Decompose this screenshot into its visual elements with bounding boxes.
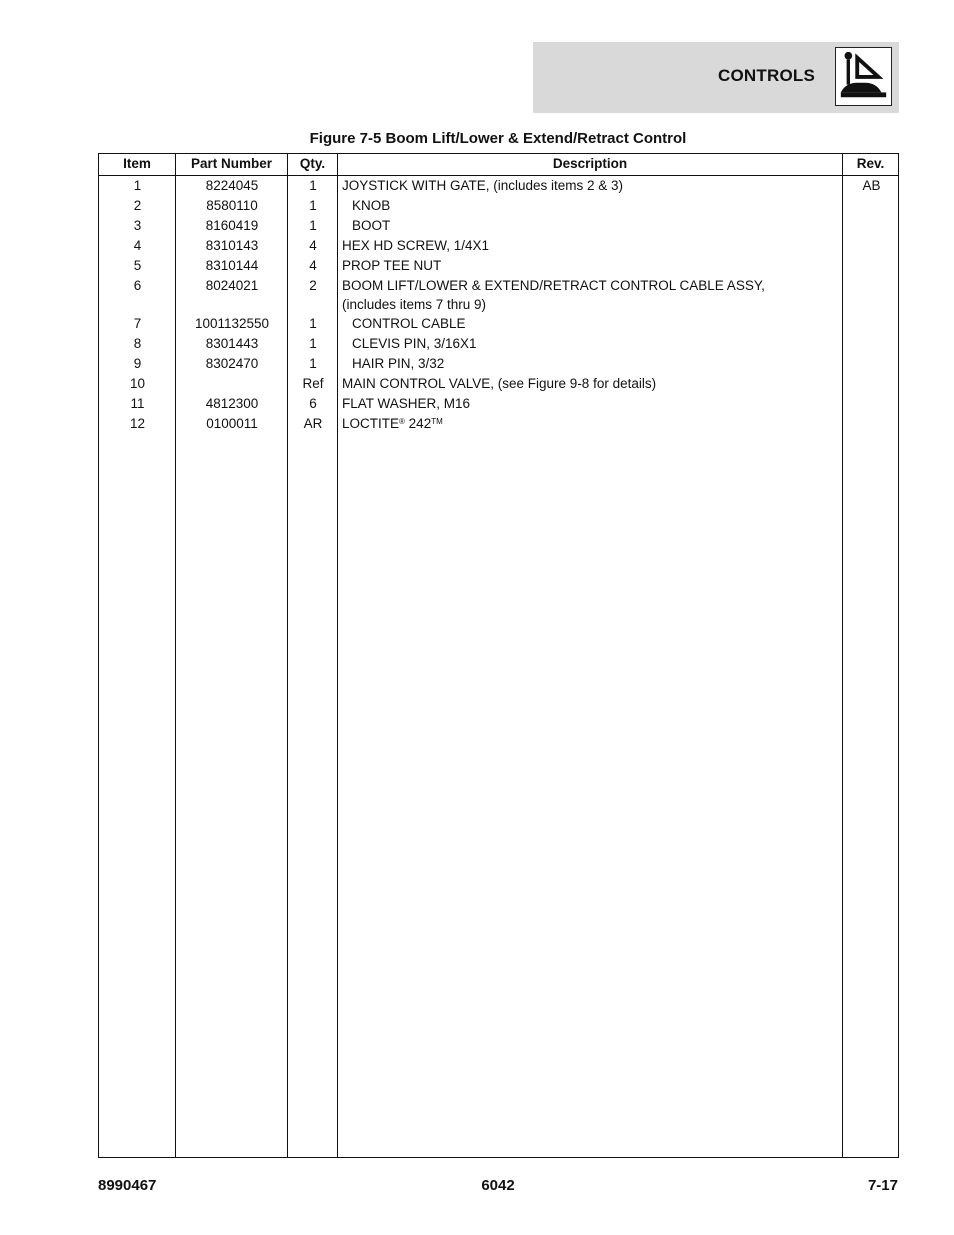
table-row: [99, 394, 898, 414]
part-number: 8224045: [205, 178, 259, 193]
item-number: 5: [133, 258, 142, 273]
description-text: KNOB: [352, 198, 391, 213]
item-number: 12: [129, 416, 146, 431]
section-title: CONTROLS: [718, 66, 815, 85]
part-number: 1001132550: [194, 316, 270, 331]
part-number: 0100011: [206, 416, 258, 431]
section-header: [533, 42, 899, 113]
item-number: 3: [133, 218, 142, 233]
joystick-control-icon: [835, 47, 892, 106]
quantity: Ref: [302, 376, 324, 391]
column-header-description: Description: [552, 156, 628, 171]
description: [338, 394, 843, 413]
description-text-continued: (includes items 7 thru 9): [342, 297, 487, 312]
description-text-part: 242: [404, 416, 432, 431]
item-number: 1: [133, 178, 142, 193]
part-number: 8580110: [206, 198, 258, 213]
table-body: [99, 176, 898, 434]
part-number: 8310144: [205, 258, 259, 273]
quantity: 1: [309, 316, 317, 331]
quantity: 4: [309, 258, 317, 273]
part-number: 8024021: [205, 278, 259, 293]
description-text: CLEVIS PIN, 3/16X1: [352, 336, 477, 351]
item-number: 9: [133, 356, 142, 371]
description-text: HAIR PIN, 3/32: [352, 356, 445, 371]
footer-doc-number: 8990467: [98, 1177, 157, 1194]
column-header-rev: Rev.: [856, 156, 885, 171]
quantity: 1: [309, 178, 317, 193]
quantity: 6: [309, 396, 317, 411]
description: [338, 216, 843, 235]
item-number: 7: [133, 316, 142, 331]
column-header-part-number: Part Number: [190, 156, 273, 171]
description: [338, 236, 843, 255]
column-header-qty: Qty.: [299, 156, 326, 171]
description-text: FLAT WASHER, M16: [342, 396, 471, 411]
table-row: [99, 196, 898, 216]
description-text: BOOT: [352, 218, 391, 233]
part-number: 8302470: [205, 356, 259, 371]
quantity: 1: [309, 336, 317, 351]
quantity: AR: [303, 416, 323, 431]
part-number: 8301443: [205, 336, 259, 351]
column-header-item: Item: [123, 156, 151, 171]
description: [338, 414, 843, 433]
registered-mark: ®: [399, 417, 405, 426]
description: [338, 374, 843, 393]
item-number: 6: [133, 278, 142, 293]
description-text: PROP TEE NUT: [342, 258, 442, 273]
description: [338, 334, 843, 353]
description: [338, 256, 843, 275]
parts-table: [98, 153, 899, 1158]
quantity: 2: [309, 278, 317, 293]
footer-page-number: 7-17: [867, 1177, 898, 1194]
table-row: [99, 216, 898, 236]
figure-title: Figure 7-5 Boom Lift/Lower & Extend/Retract Control: [309, 130, 687, 147]
quantity: 1: [309, 218, 317, 233]
description-text-part: LOCTITE: [342, 416, 400, 431]
description: [338, 314, 843, 333]
table-row: [99, 314, 898, 334]
item-number: 10: [129, 376, 146, 391]
table-row: [99, 334, 898, 354]
part-number: 4812300: [205, 396, 259, 411]
table-row: [99, 236, 898, 256]
item-number: 11: [130, 396, 145, 411]
table-row: [99, 276, 898, 314]
table-row: [99, 354, 898, 374]
part-number: 8160419: [205, 218, 259, 233]
description: [338, 276, 843, 314]
footer-model: 6042: [481, 1177, 515, 1194]
item-number: 8: [133, 336, 142, 351]
revision: AB: [862, 178, 881, 193]
table-row: [99, 374, 898, 394]
item-number: 2: [133, 198, 142, 213]
table-row: [99, 414, 898, 434]
description-text: HEX HD SCREW, 1/4X1: [342, 238, 490, 253]
description: [338, 176, 843, 195]
description-text: CONTROL CABLE: [352, 316, 466, 331]
table-row: [99, 176, 898, 196]
quantity: 4: [309, 238, 317, 253]
table-row: [99, 256, 898, 276]
description-text: [342, 414, 843, 433]
part-number: 8310143: [205, 238, 259, 253]
description-text: BOOM LIFT/LOWER & EXTEND/RETRACT CONTROL CABLE ASSY,: [342, 278, 765, 293]
description-text: JOYSTICK WITH GATE, (includes items 2 & 3): [342, 178, 624, 193]
trademark-mark: TM: [431, 417, 443, 426]
description: [338, 354, 843, 373]
description-text: MAIN CONTROL VALVE, (see Figure 9-8 for details): [342, 376, 657, 391]
quantity: 1: [309, 356, 317, 371]
item-number: 4: [133, 238, 142, 253]
description: [338, 196, 843, 215]
quantity: 1: [309, 198, 317, 213]
